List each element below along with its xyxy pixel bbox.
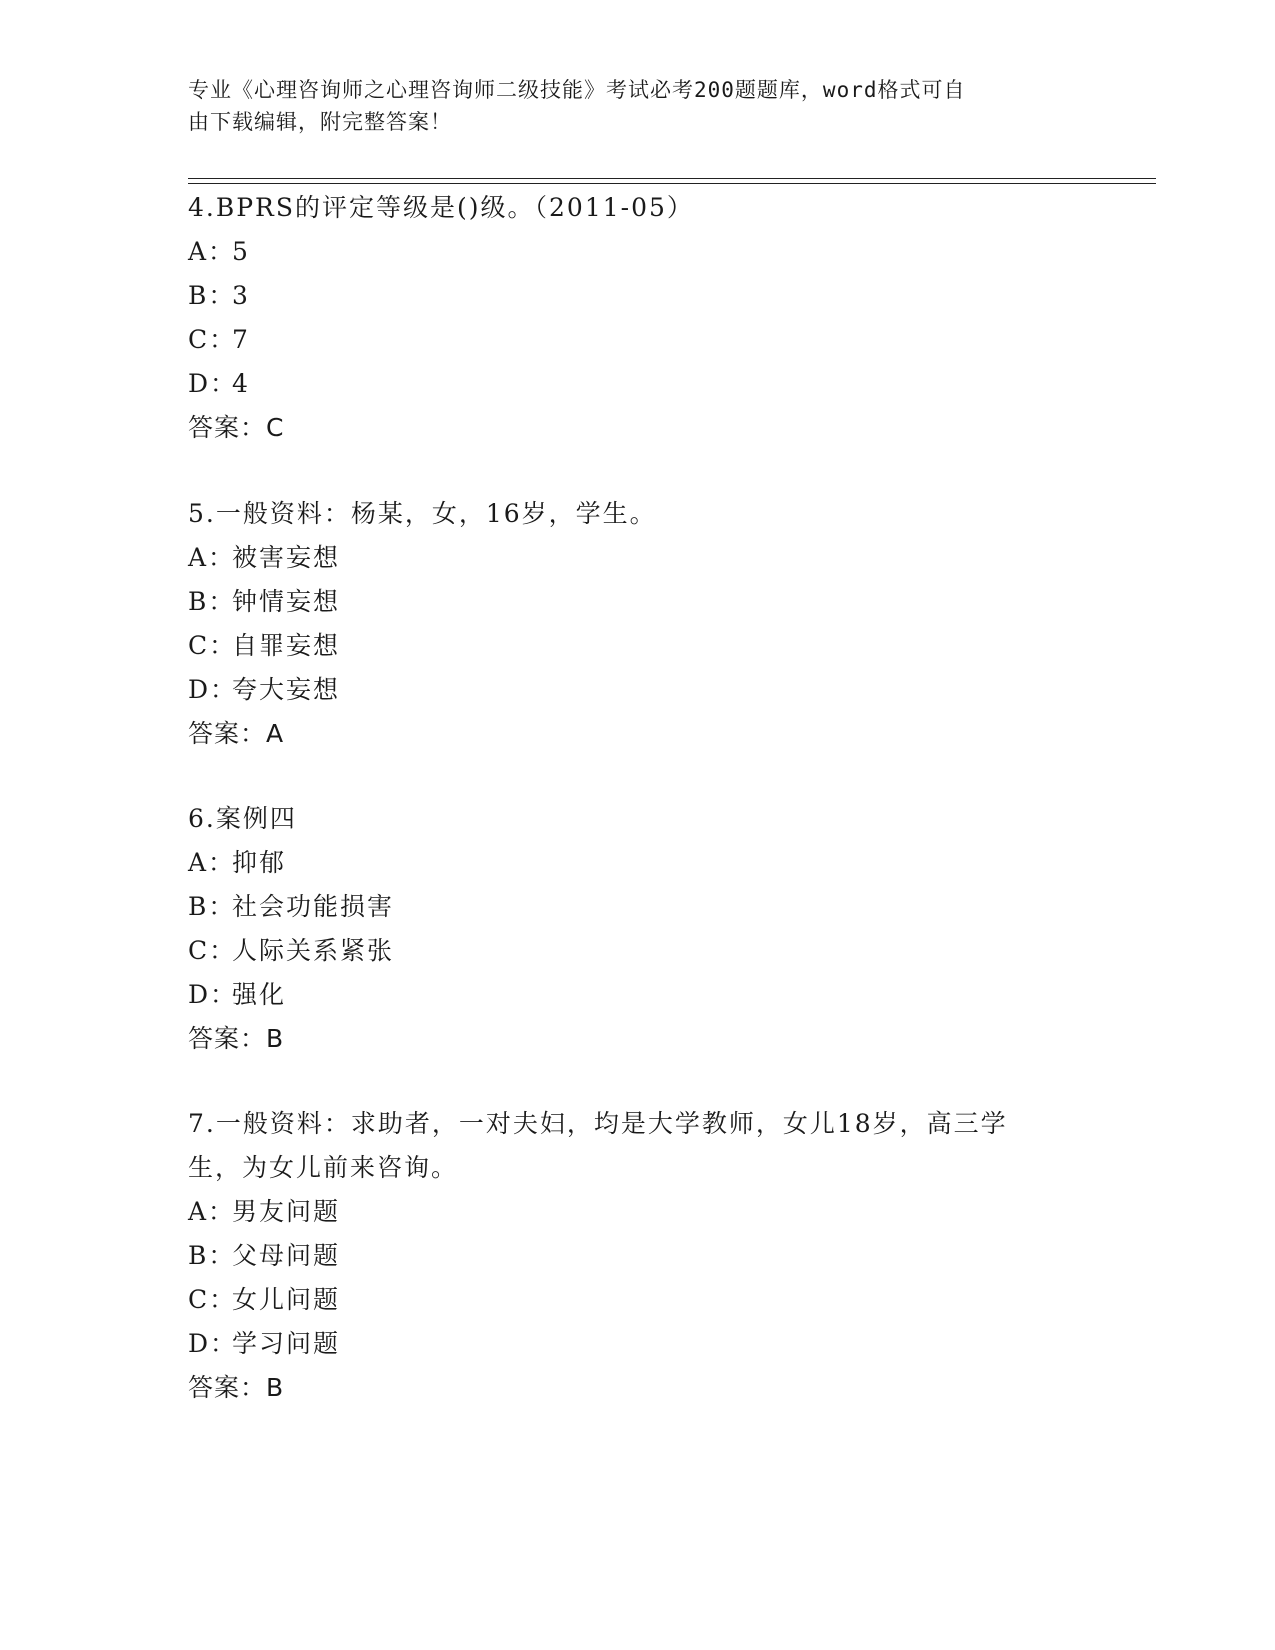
option-text: 4 [232,369,250,398]
option-text: 夸大妄想 [232,675,341,704]
option-key: D： [188,675,238,704]
option-c [188,1285,340,1315]
option-key: C： [188,936,237,965]
option-a [188,848,286,878]
answer-line: 答案：C [188,413,285,442]
option-c [188,936,394,966]
option-text: 强化 [232,980,287,1009]
option-a [188,237,250,267]
header-line-2: 由下载编辑，附完整答案！ [188,110,452,134]
option-text: 5 [232,237,250,266]
option-key: C： [188,1285,237,1314]
option-text: 7 [232,325,250,354]
option-key: D： [188,1329,238,1358]
option-key: A： [188,543,236,572]
question-stem: 7.一般资料：求助者，一对夫妇，均是大学教师，女儿18岁，高三学 [188,1109,1008,1138]
option-key: A： [188,237,236,266]
option-b [188,587,340,617]
option-key: C： [188,325,237,354]
answer-line: 答案：A [188,719,285,748]
option-text: 钟情妄想 [232,587,341,616]
option-text: 社会功能损害 [232,892,395,921]
document-header [188,74,1068,138]
question-stem: 5.一般资料：杨某，女，16岁，学生。 [188,499,657,528]
option-text: 自罪妄想 [232,631,341,660]
option-text: 父母问题 [232,1241,341,1270]
option-a [188,543,340,573]
option-d [188,675,340,705]
option-key: B： [188,587,236,616]
option-text: 男友问题 [232,1197,341,1226]
question-stem-continued: 生，为女儿前来咨询。 [188,1153,459,1182]
answer-line: 答案：B [188,1373,285,1402]
option-c [188,631,340,661]
option-text: 抑郁 [232,848,287,877]
option-key: B： [188,1241,236,1270]
option-key: A： [188,1197,236,1226]
option-d [188,369,250,399]
question-stem: 6.案例四 [188,804,297,833]
header-line-1: 专业《心理咨询师之心理咨询师二级技能》考试必考200题题库，word格式可自 [188,78,966,102]
option-key: B： [188,892,236,921]
option-d [188,1329,340,1359]
option-d [188,980,286,1010]
option-b [188,1241,340,1271]
option-text: 被害妄想 [232,543,341,572]
option-b [188,281,250,311]
option-key: C： [188,631,237,660]
option-text: 3 [232,281,250,310]
option-key: D： [188,980,238,1009]
option-key: A： [188,848,236,877]
answer-line: 答案：B [188,1024,285,1053]
question-stem: 4.BPRS的评定等级是()级。（2011-05） [188,193,694,222]
option-key: D： [188,369,238,398]
option-b [188,892,394,922]
option-text: 人际关系紧张 [232,936,395,965]
header-divider-bottom [188,183,1156,184]
option-key: B： [188,281,236,310]
option-a [188,1197,340,1227]
option-text: 女儿问题 [232,1285,341,1314]
header-divider-top [188,178,1156,179]
option-c [188,325,250,355]
option-text: 学习问题 [232,1329,341,1358]
